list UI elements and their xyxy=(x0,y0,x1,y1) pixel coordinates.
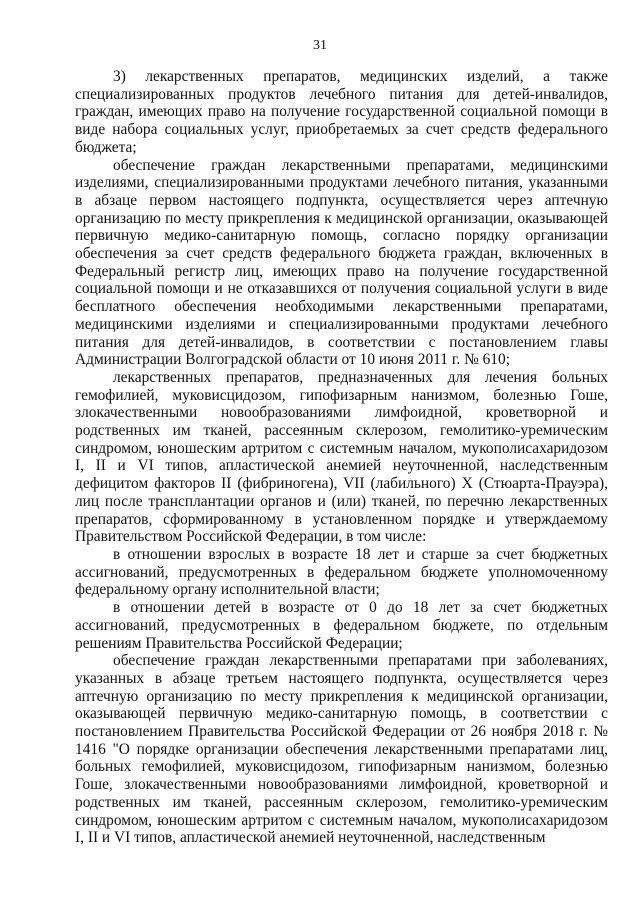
paragraph: 3) лекарственных препаратов, медицинских изделий, а также специализированных продуктов лечебного питания для детей-инвалидов, граждан, имеющих право на получение государственной социальной помощи в виде набора социальных услуг, приобретаемых за счет средств федерального бюджета; xyxy=(75,68,608,156)
paragraph: обеспечение граждан лекарственными препаратами при заболеваниях, указанных в абзаце третьем настоящего подпункта, осуществляется через аптечную организацию по месту прикрепления к медицинской организации, оказывающей первичную медико-санитарную помощь, в соответствии с постановлением Правительства Российской Федерации от 26 ноября 2018 г. № 1416 "О порядке организации обеспечения лекарственными препаратами лиц, больных гемофилией, муковисцидозом, гипофизарным нанизмом, болезнью Гоше, злокачественными новообразованиями лимфоидной, кроветворной и родственных им тканей, рассеянным склерозом, гемолитико-уремическим синдромом, юношеским артритом с системным началом, мукополисахаридозом I, II и VI типов, апластической анемией неуточненной, наследственным xyxy=(75,652,608,847)
document-body xyxy=(75,68,608,847)
paragraph: в отношении взрослых в возрасте 18 лет и старше за счет бюджетных ассигнований, предусмотренных в федеральном бюджете уполномоченному федеральному органу исполнительной власти; xyxy=(75,545,608,599)
paragraph: лекарственных препаратов, предназначенных для лечения больных гемофилией, муковисцидозом, гипофизарным нанизмом, болезнью Гоше, злокачественными новообразованиями лимфоидной, кроветворной и родственных им тканей, рассеянным склерозом, гемолитико-уремическим синдромом, юношеским артритом с системным началом, мукополисахаридозом I, II и VI типов, апластической анемией неуточненной, наследственным дефицитом факторов II (фибриногена), VII (лабильного) X (Стюарта-Прауэра), лиц после трансплантации органов и (или) тканей, по перечню лекарственных препаратов, сформированному в установленном порядке и утверждаемому Правительством Российской Федерации, в том числе: xyxy=(75,368,608,546)
paragraph: в отношении детей в возрасте от 0 до 18 лет за счет бюджетных ассигнований, предусмотренных в федеральном бюджете, по отдельным решениям Правительства Российской Федерации; xyxy=(75,599,608,652)
page-number: 31 xyxy=(313,38,327,53)
paragraph: обеспечение граждан лекарственными препаратами, медицинскими изделиями, специализированными продуктами лечебного питания, указанными в абзаце первом настоящего подпункта, осуществляется через аптечную организацию по месту прикрепления к медицинской организации, оказывающей первичную медико-санитарную помощь, согласно порядку организации обеспечения за счет средств федерального бюджета граждан, включенных в Федеральный регистр лиц, имеющих право на получение государственной социальной помощи и не отказавшихся от получения социальной услуги в виде бесплатного обеспечения необходимыми лекарственными препаратами, медицинскими изделиями и специализированными продуктами лечебного питания для детей-инвалидов, в соответствии с постановлением главы Администрации Волгоградской области от 10 июня 2011 г. № 610; xyxy=(75,156,608,369)
